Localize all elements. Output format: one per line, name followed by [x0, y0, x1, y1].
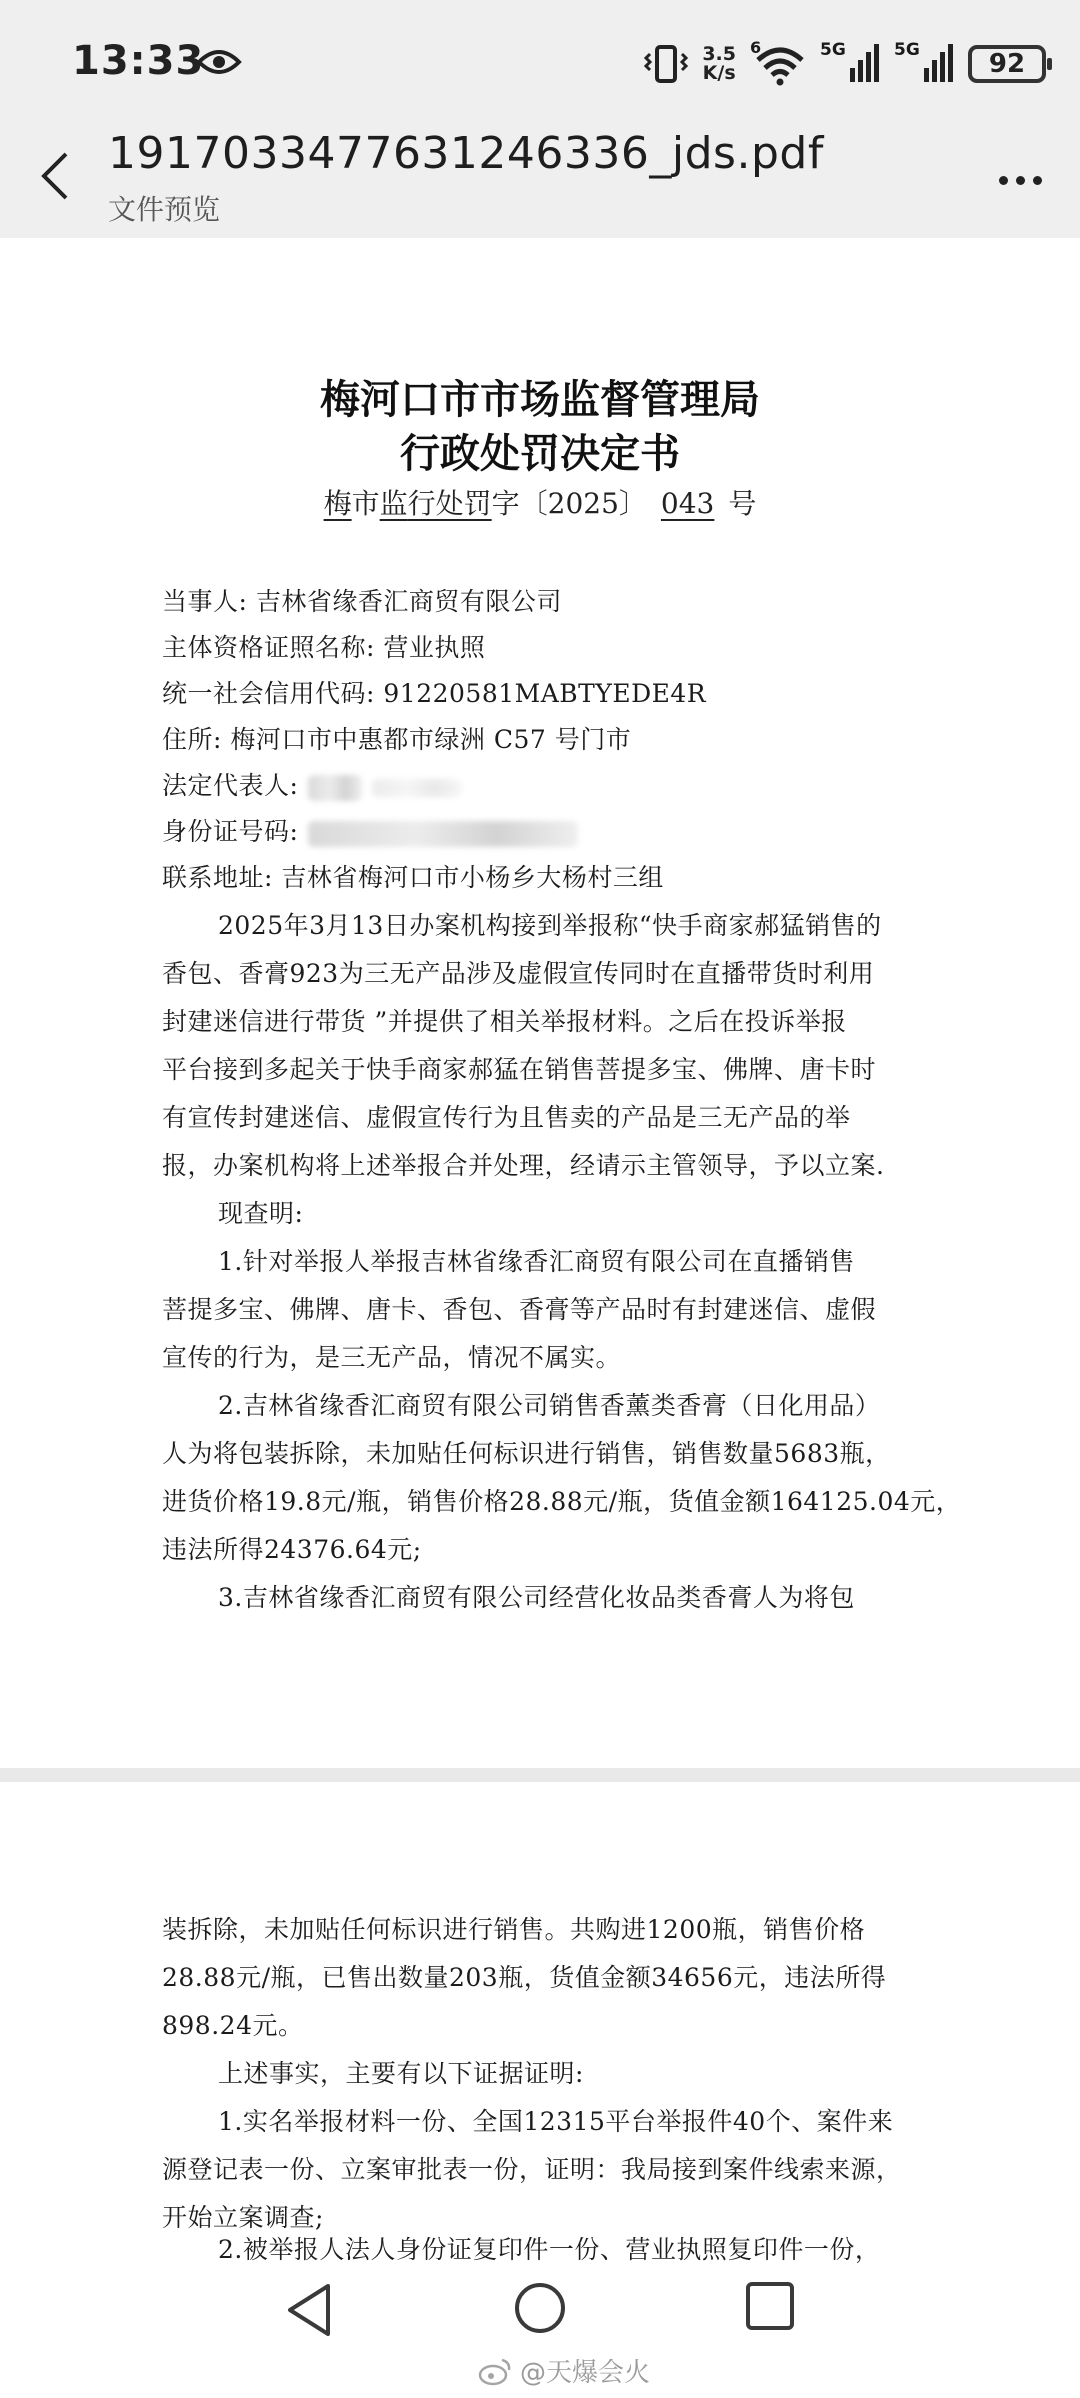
battery-icon: 92 — [968, 45, 1046, 83]
doc-number: 梅市监行处罚字〔2025〕 043 号 — [323, 487, 757, 520]
evidence1-line: 开始立案调查; — [162, 2203, 324, 2232]
para1-line: 报，办案机构将上述举报合并处理，经请示主管领导，予以立案. — [162, 1151, 885, 1180]
item1-line: 1.针对举报人举报吉林省缘香汇商贸有限公司在直播销售 — [218, 1247, 855, 1276]
evidence-label: 上述事实，主要有以下证据证明: — [218, 2059, 584, 2088]
party-line: 当事人: 吉林省缘香汇商贸有限公司 — [162, 587, 562, 616]
evidence1-line: 源登记表一份、立案审批表一份，证明：我局接到案件线索来源， — [162, 2155, 902, 2184]
more-options-button[interactable] — [990, 160, 1050, 200]
pdf-page-2[interactable] — [0, 1782, 1080, 2232]
net-speed: 3.5 K/s — [702, 43, 736, 84]
more-dot-icon — [1016, 176, 1025, 185]
credit-code-line: 统一社会信用代码: 91220581MABTYEDE4R — [162, 679, 707, 708]
redacted-name — [308, 775, 362, 801]
app-title-bar — [0, 120, 1080, 238]
item1-line: 宣传的行为，是三无产品，情况不属实。 — [162, 1343, 622, 1372]
vibrate-icon — [644, 44, 688, 84]
signal-icon-2: 5G — [894, 42, 954, 86]
back-button[interactable] — [30, 146, 80, 206]
address-line: 住所: 梅河口市中惠都市绿洲 C57 号门市 — [162, 725, 632, 754]
doc-title-agency: 梅河口市市场监督管理局 — [320, 377, 760, 423]
item1-line: 菩提多宝、佛牌、唐卡、香包、香膏等产品时有封建迷信、虚假 — [162, 1295, 877, 1324]
nav-back-icon[interactable] — [282, 2280, 338, 2340]
status-time: 13:33 — [72, 38, 205, 84]
more-dot-icon — [1033, 176, 1042, 185]
signal-icon: 5G — [820, 42, 880, 86]
item2-line: 进货价格19.8元/瓶，销售价格28.88元/瓶，货值金额164125.04元， — [162, 1487, 962, 1516]
status-bar — [0, 0, 1080, 120]
para1-line: 2025年3月13日办案机构接到举报称“快手商家郝猛销售的 — [218, 911, 882, 940]
para1-line: 香包、香膏923为三无产品涉及虚假宣传同时在直播带货时利用 — [162, 959, 875, 988]
more-dot-icon — [999, 176, 1008, 185]
watermark: @天爆会火 — [478, 2352, 650, 2389]
contact-address-line: 联系地址: 吉林省梅河口市小杨乡大杨村三组 — [162, 863, 664, 892]
item2-line: 违法所得24376.64元; — [162, 1535, 422, 1564]
para1-line: 平台接到多起关于快手商家郝猛在销售菩提多宝、佛牌、唐卡时 — [162, 1055, 877, 1084]
navigation-bar — [0, 2232, 1080, 2398]
item3-continued-line: 898.24元。 — [162, 2011, 304, 2040]
wifi-icon: 6 — [750, 42, 806, 86]
nav-home-icon[interactable] — [512, 2280, 568, 2336]
chevron-left-icon — [40, 150, 70, 202]
id-number-line: 身份证号码: — [162, 812, 578, 848]
para1-line: 封建迷信进行带货 ”并提供了相关举报材料。之后在投诉举报 — [162, 1007, 847, 1036]
nav-recent-apps-icon[interactable] — [746, 2282, 794, 2330]
evidence1-line: 1.实名举报材料一份、全国12315平台举报件40个、案件来 — [218, 2107, 894, 2136]
item2-line: 2.吉林省缘香汇商贸有限公司销售香薰类香膏（日化用品） — [218, 1391, 881, 1420]
pdf-page-1[interactable] — [0, 238, 1080, 1768]
item2-line: 人为将包装拆除，未加贴任何标识进行销售，销售数量5683瓶， — [162, 1439, 891, 1468]
weibo-logo-icon — [478, 2356, 512, 2386]
doc-title-type: 行政处罚决定书 — [400, 431, 680, 477]
evidence2-line: 2.被举报人法人身份证复印件一份、营业执照复印件一份， — [218, 2235, 881, 2264]
eye-icon — [196, 48, 242, 76]
item3-line: 3.吉林省缘香汇商贸有限公司经营化妆品类香膏人为将包 — [218, 1583, 855, 1612]
item3-continued-line: 28.88元/瓶，已售出数量203瓶，货值金额34656元，违法所得 — [162, 1963, 887, 1992]
license-line: 主体资格证照名称: 营业执照 — [162, 633, 486, 662]
redacted-id — [308, 821, 578, 847]
file-name: 1917033477631246336_jds.pdf — [108, 128, 824, 179]
para1-line: 有宣传封建迷信、虚假宣传行为且售卖的产品是三无产品的举 — [162, 1103, 851, 1132]
status-icons — [644, 36, 1046, 92]
legal-rep-line: 法定代表人: — [162, 766, 462, 802]
found-label: 现查明: — [218, 1199, 304, 1228]
item3-continued-line: 装拆除，未加贴任何标识进行销售。共购进1200瓶，销售价格 — [162, 1915, 866, 1944]
file-preview-label: 文件预览 — [108, 193, 221, 226]
